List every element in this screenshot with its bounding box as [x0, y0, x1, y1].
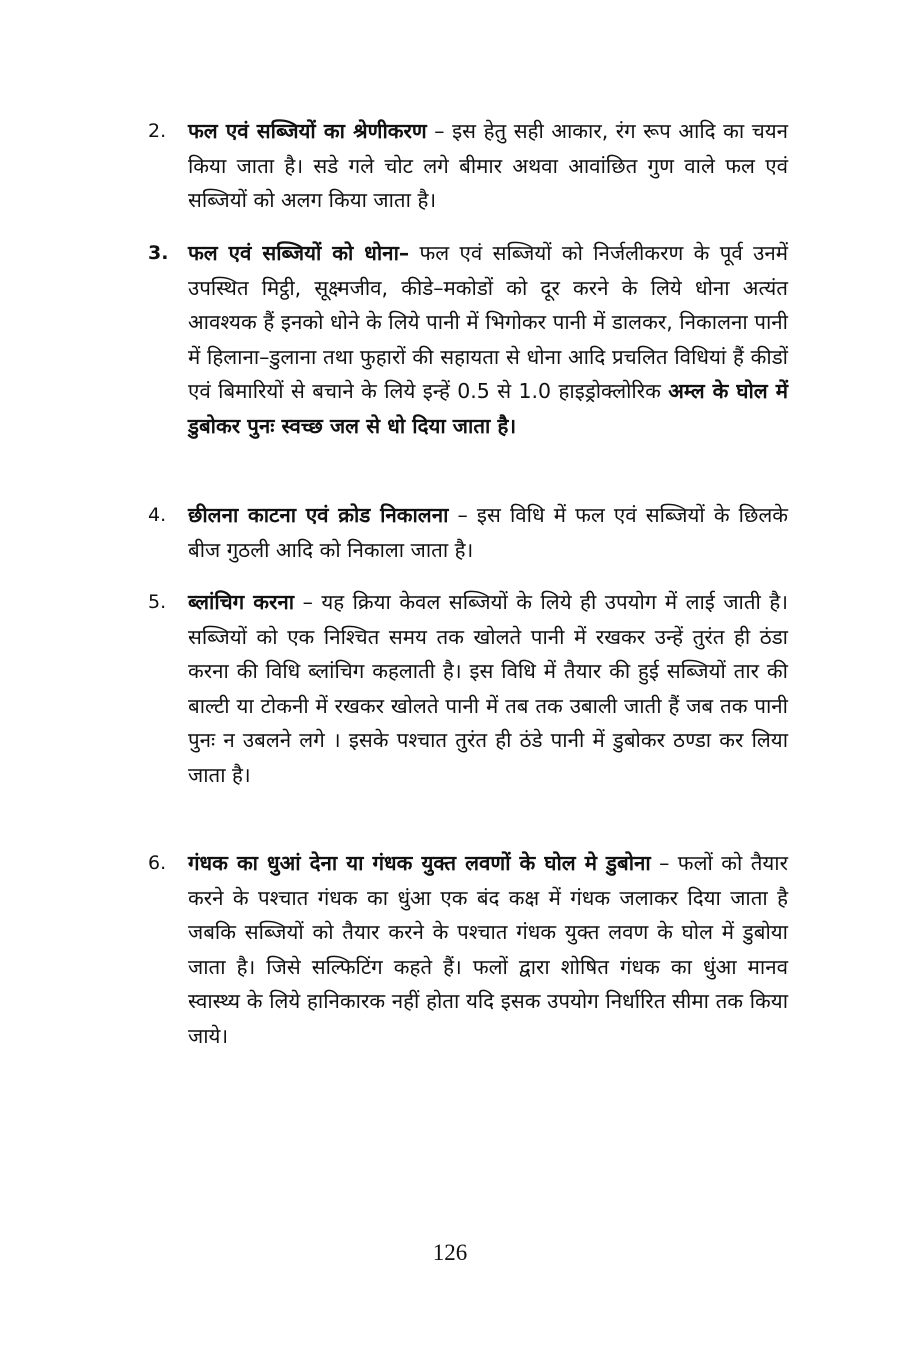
- list-item: [148, 846, 788, 1053]
- item-number: 6.: [148, 852, 167, 874]
- item-paragraph: [188, 846, 788, 1053]
- list-item: [148, 114, 788, 218]
- item-number: 2.: [148, 120, 167, 142]
- item-heading: फल एवं सब्जियों को धोना–: [188, 241, 410, 265]
- item-heading: ब्लांचिग करना: [188, 590, 295, 614]
- item-text: – इस हेतु सही आकार, रंग रूप आदि का चयन किया जाता है। सडे गले चोट लगे बीमार अथवा आवांछित गुण वाले फल एवं सब्जियों को अलग किया जाता है।: [188, 119, 788, 212]
- item-number: 4.: [148, 504, 167, 526]
- item-number: 3.: [148, 242, 169, 264]
- item-heading: छीलना काटना एवं क्रोड निकालना: [188, 503, 449, 527]
- item-heading: गंधक का धुआं देना या गंधक युक्त लवणों के घोल मे डुबोना: [188, 851, 651, 875]
- item-paragraph: [188, 236, 788, 443]
- item-paragraph: [188, 585, 788, 792]
- item-text: फल एवं सब्जियों को निर्जलीकरण के पूर्व उनमें उपस्थित मिट्ठी, सूक्ष्मजीव, कीडे–मकोडों को दूर करने के लिये धोना अत्यंत आवश्यक हैं इनको धोने के लिये पानी में भिगोकर पानी में डालकर, निकालना पानी में हिलाना–डुलाना तथा फुहारों की सहायता से धोना आदि प्रचलित विधियां हैं कीडों एवं बिमारियों से बचाने के लिये इन्हें 0.5 से 1.0 हाइड्रोक्लोरिक: [188, 241, 788, 403]
- list-item: [148, 585, 788, 792]
- item-text: – फलों को तैयार करने के पश्चात गंधक का धुंआ एक बंद कक्ष में गंधक जलाकर दिया जाता है जबकि सब्जियों को तैयार करने के पश्चात गंधक युक्त लवण के घोल में डुबोया जाता है। जिसे सल्फिटिंग कहते हैं। फलों द्वारा शोषित गंधक का धुंआ मानव स्वास्थ्य के लिये हानिकारक नहीं होता यदि इसक उपयोग निर्धारित सीमा तक किया जाये।: [188, 851, 789, 1048]
- item-bold-text: अम्ल के घोल में डुबोकर पुनः स्वच्छ जल से धो दिया जाता है।: [188, 379, 788, 438]
- item-text: – यह क्रिया केवल सब्जियों के लिये ही उपयोग में लाई जाती है। सब्जियों को एक निश्चित समय तक खोलते पानी में रखकर उन्हें तुरंत ही ठंडा करना की विधि ब्लांचिग कहलाती है। इस विधि में तैयार की हुई सब्जियों तार की बाल्टी या टोकनी में रखकर खोलते पानी में तब तक उबाली जाती हैं जब तक पानी पुनः न उबलने लगे । इसके पश्चात तुरंत ही ठंडे पानी में डुबोकर ठण्डा कर लिया जाता है।: [188, 590, 788, 787]
- page-number: 126: [432, 1240, 468, 1265]
- item-paragraph: [188, 114, 788, 218]
- item-heading: फल एवं सब्जियों का श्रेणीकरण: [188, 119, 427, 143]
- item-number: 5.: [148, 591, 167, 613]
- item-text: – इस विधि में फल एवं सब्जियों के छिलके बीज गुठली आदि को निकाला जाता है।: [188, 503, 789, 562]
- list-item: [148, 236, 788, 443]
- list-item: [148, 498, 788, 567]
- item-paragraph: [188, 498, 788, 567]
